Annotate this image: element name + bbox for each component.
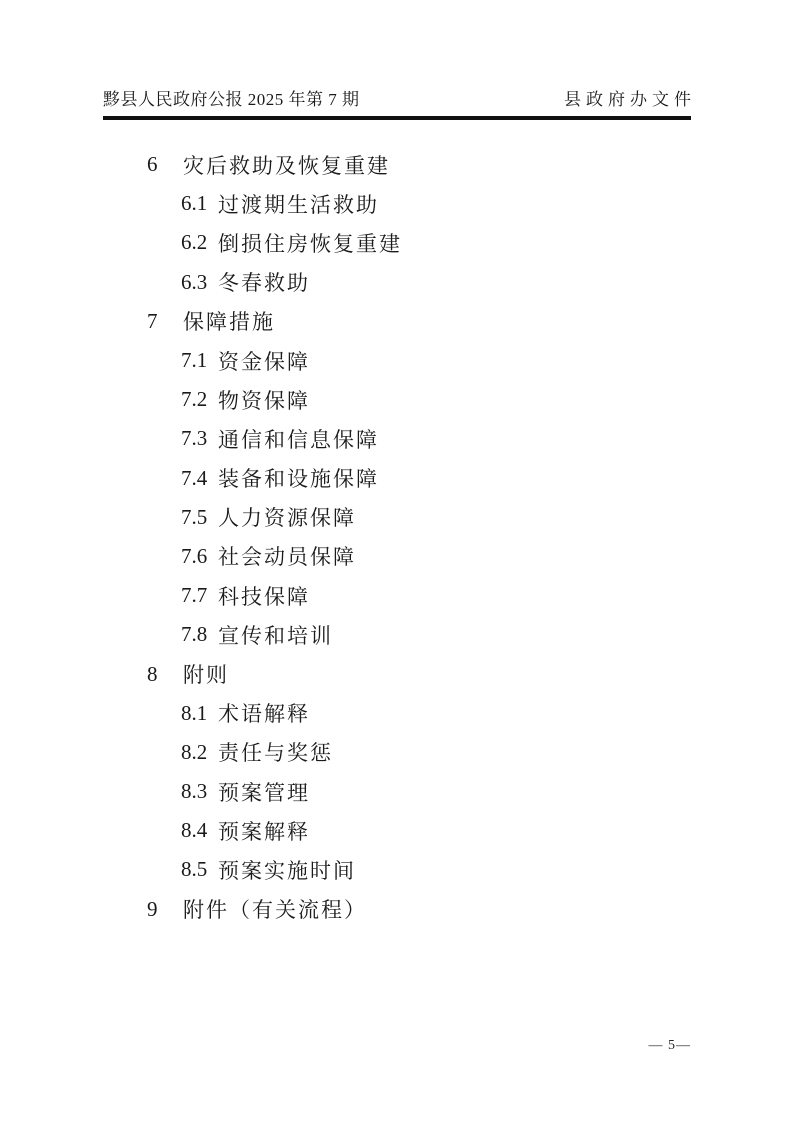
toc-item-title: 人力资源保障: [218, 506, 356, 531]
toc-item: [103, 537, 691, 576]
toc-item-title: 宣传和培训: [218, 623, 333, 648]
toc-item-title: 倒损住房恢复重建: [218, 231, 402, 256]
toc-item-number: 6.3: [181, 269, 208, 294]
header-section-label: 县政府办文件: [564, 90, 696, 109]
table-of-contents: [103, 145, 691, 929]
toc-item: [103, 811, 691, 850]
toc-item-number: 7.4: [181, 465, 208, 490]
toc-item-number: 8.4: [181, 818, 208, 843]
toc-item-number: 8.3: [181, 779, 208, 804]
toc-item-title: 社会动员保障: [218, 545, 356, 570]
toc-item-title: 预案管理: [218, 780, 310, 805]
toc-item: [103, 223, 691, 262]
toc-item-title: 附则: [183, 663, 229, 688]
toc-item-number: 7.8: [181, 622, 208, 647]
toc-item: [103, 772, 691, 811]
toc-item-number: 7.3: [181, 426, 208, 451]
header-double-rule: [103, 116, 691, 120]
toc-item-number: 7: [147, 308, 158, 333]
toc-item-number: 7.6: [181, 543, 208, 568]
toc-item-title: 资金保障: [218, 349, 310, 374]
toc-item-title: 科技保障: [218, 584, 310, 609]
toc-item: [103, 498, 691, 537]
toc-item-title: 冬春救助: [218, 271, 310, 296]
toc-item-title: 通信和信息保障: [218, 427, 379, 452]
toc-item: [103, 615, 691, 654]
toc-item-title: 装备和设施保障: [218, 467, 379, 492]
toc-item-number: 7.1: [181, 348, 208, 373]
toc-item: [103, 184, 691, 223]
toc-item: [103, 145, 691, 184]
toc-item-number: 6.1: [181, 191, 208, 216]
toc-item-number: 8.1: [181, 700, 208, 725]
toc-item: [103, 654, 691, 693]
toc-item: [103, 263, 691, 302]
page-header: [103, 89, 696, 111]
toc-item-number: 6: [147, 152, 158, 177]
toc-item-number: 7.5: [181, 504, 208, 529]
toc-item-number: 6.2: [181, 230, 208, 255]
page-number: — 5—: [648, 1038, 691, 1053]
toc-item-number: 8.2: [181, 739, 208, 764]
toc-item: [103, 341, 691, 380]
header-publication-title: 黟县人民政府公报 2025 年第 7 期: [103, 90, 360, 109]
toc-item-title: 责任与奖惩: [218, 741, 333, 766]
toc-item-number: 8.5: [181, 857, 208, 882]
toc-item: [103, 890, 691, 929]
toc-item: [103, 380, 691, 419]
toc-item-number: 8: [147, 661, 158, 686]
toc-item-title: 保障措施: [183, 310, 275, 335]
toc-item-number: 7.2: [181, 387, 208, 412]
toc-item-number: 7.7: [181, 583, 208, 608]
toc-item: [103, 733, 691, 772]
toc-item-title: 过渡期生活救助: [218, 192, 379, 217]
toc-item-title: 附件（有关流程）: [183, 898, 367, 923]
toc-item-title: 物资保障: [218, 388, 310, 413]
toc-item-title: 预案实施时间: [218, 858, 356, 883]
toc-item: [103, 419, 691, 458]
toc-item-title: 预案解释: [218, 819, 310, 844]
toc-item-number: 9: [147, 896, 158, 921]
toc-item: [103, 459, 691, 498]
toc-item: [103, 850, 691, 889]
toc-item: [103, 576, 691, 615]
toc-item-title: 灾后救助及恢复重建: [183, 153, 390, 178]
toc-item: [103, 302, 691, 341]
toc-item-title: 术语解释: [218, 702, 310, 727]
toc-item: [103, 694, 691, 733]
